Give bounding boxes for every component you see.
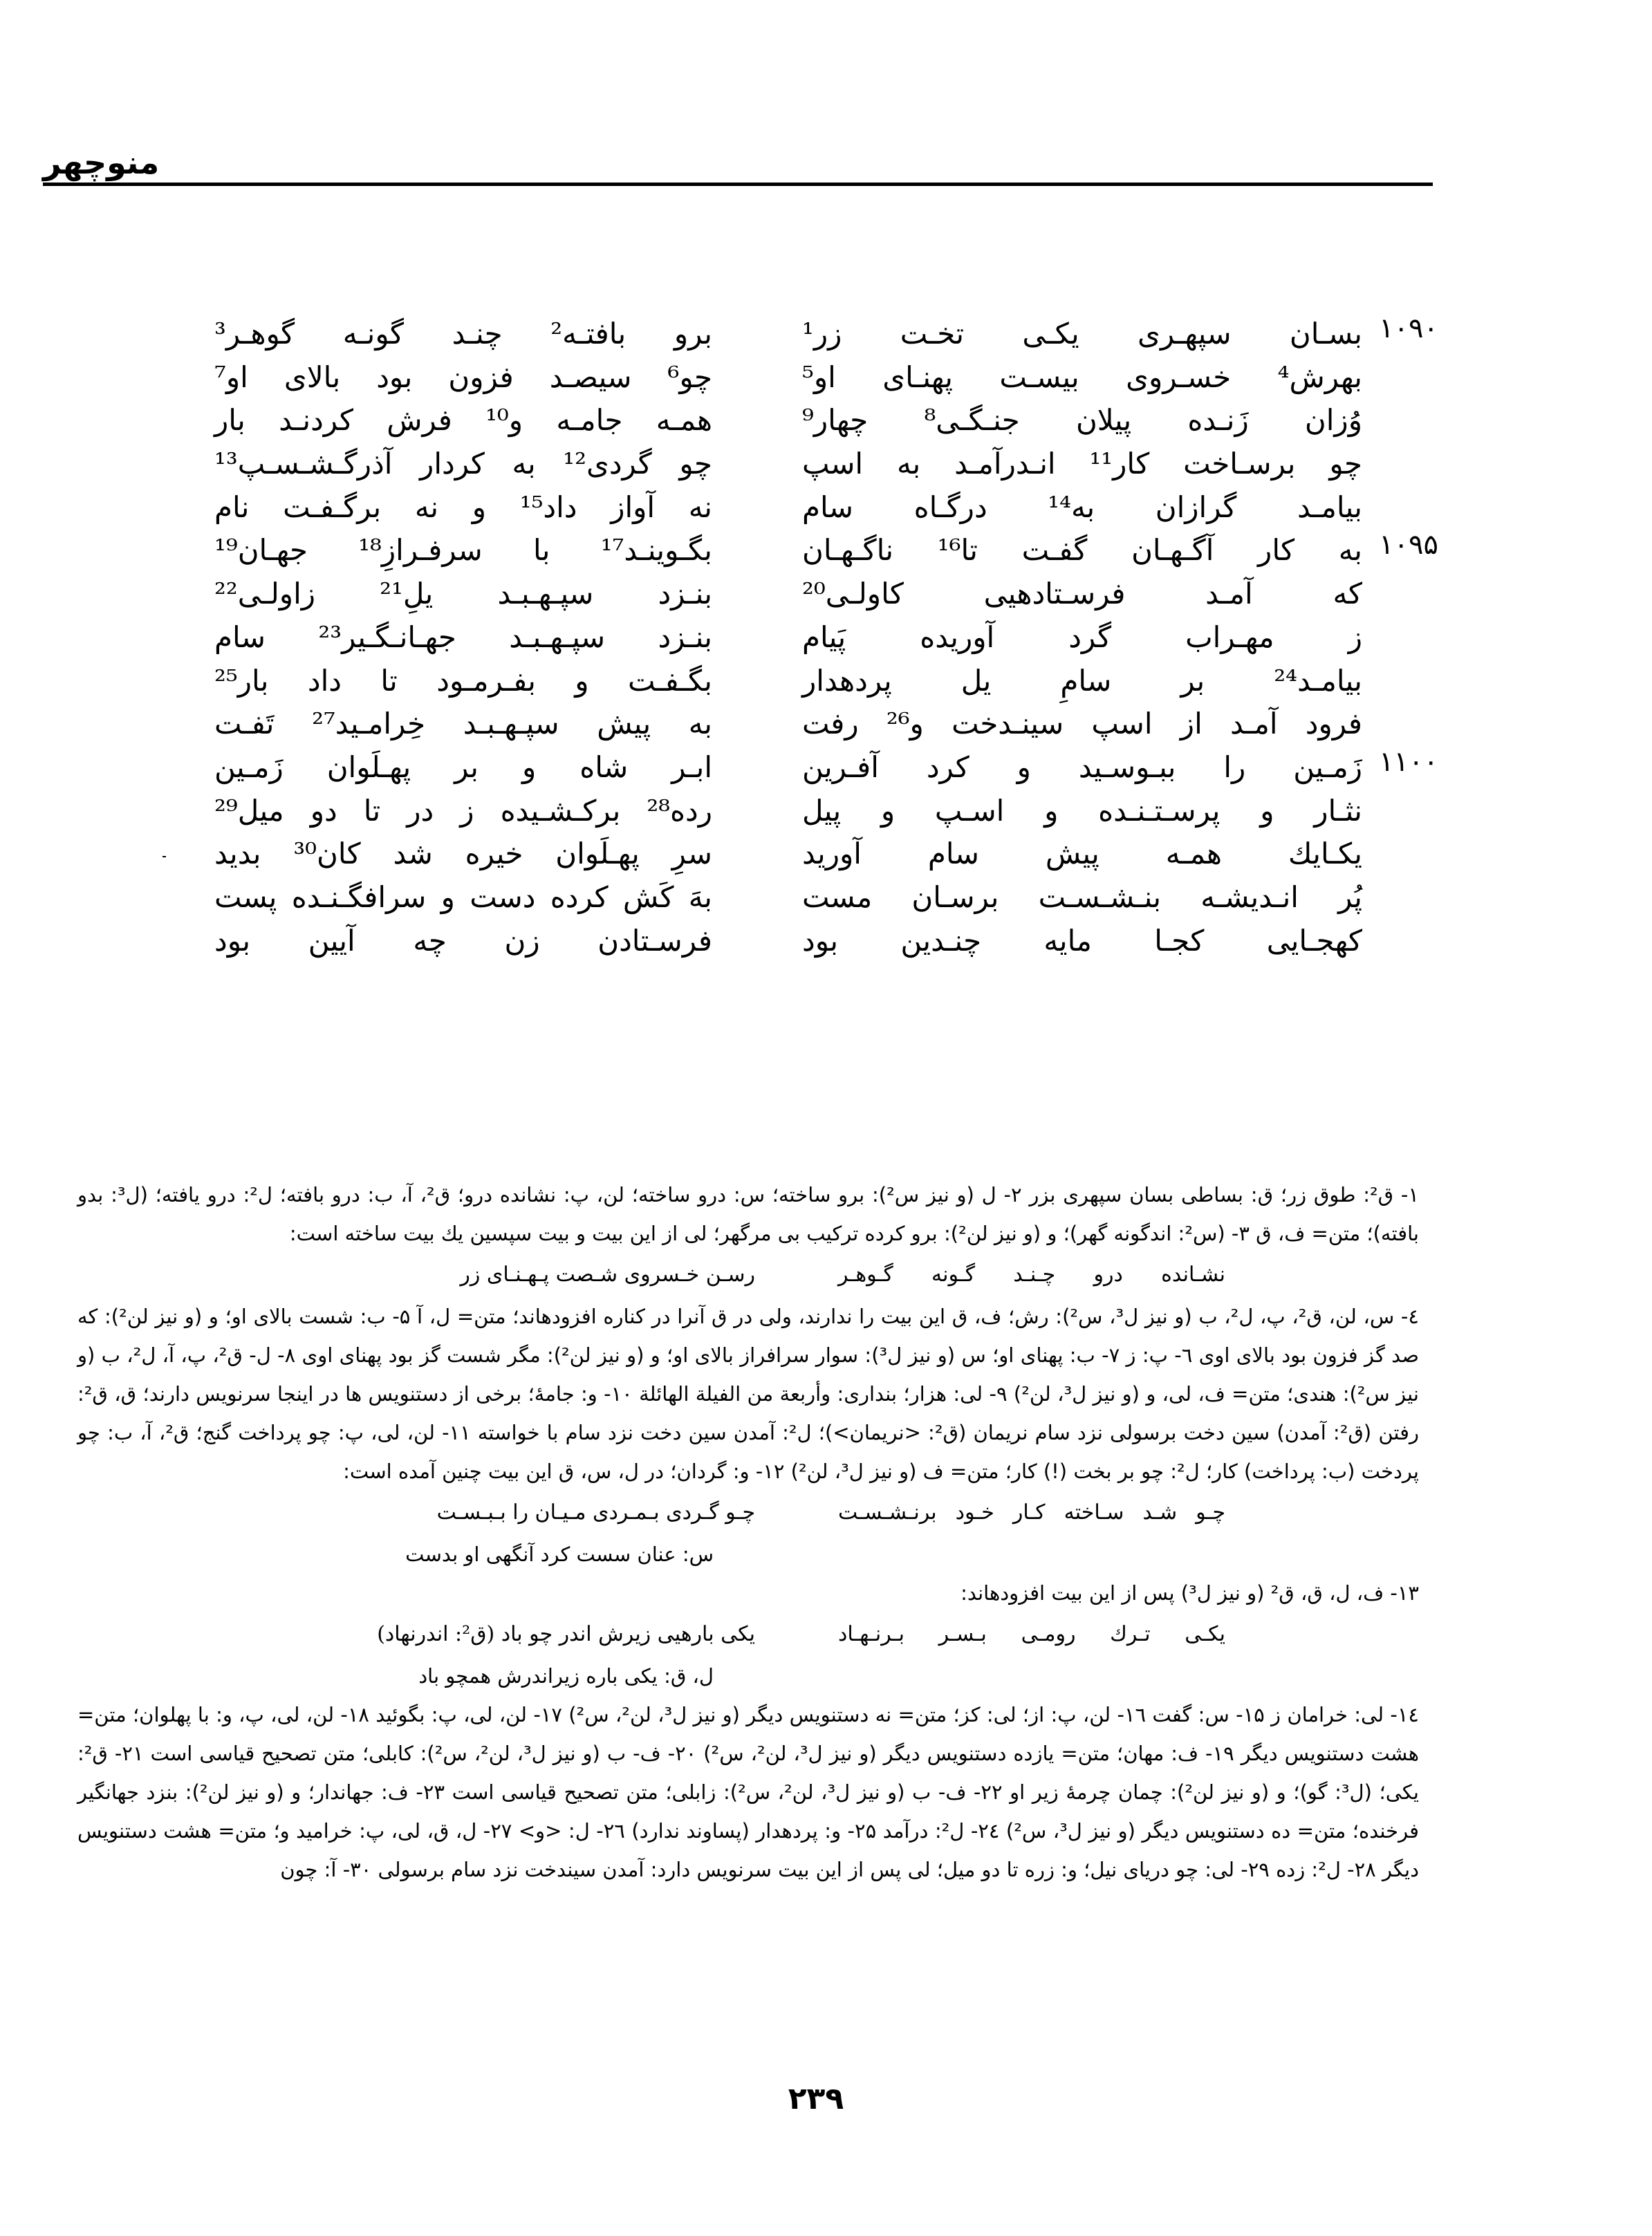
variant-verse <box>77 1256 1419 1294</box>
hemistich: رده²⁸ برکـشـیده ز در تا دو میل²⁹ <box>214 793 712 828</box>
variant-verse <box>77 1493 1419 1532</box>
hemistich: بگـفـت و بفـرمـود تا داد بار²⁵ <box>214 663 712 698</box>
variant-note: ل، ق: یکی باره زیراندرش همچو باد <box>418 1664 714 1688</box>
hemistich: ز مهـراب گرد آوریده پَیام <box>802 619 1362 654</box>
hemistich: چو برسـاخت کار¹¹ انـدرآمـد به اسپ <box>802 447 1362 481</box>
hemistich: بگـوینـد¹⁷ با سرفـرازِ¹⁸ جهـان¹⁹ <box>214 533 712 568</box>
hemistich: بسـان سپهـری یکـی تخـت زر¹ <box>802 317 1362 351</box>
hemistich: که آمـد فرسـتادهیی کاولـی²⁰ <box>802 577 1362 611</box>
variant-note: س: عنان سست کرد آنگهی او بدست <box>405 1543 714 1566</box>
hemistich: به کار آگـهـان گفـت تا¹⁶ ناگـهـان <box>802 533 1362 568</box>
hemistich: بهرش⁴ خسـروی بیسـت پهنـای او⁵ <box>802 360 1362 394</box>
variant-hemistich: چـو شـد سـاخته کـار خـود برنـشـسـت <box>838 1500 1225 1525</box>
variant-verse <box>77 1615 1419 1654</box>
hemistich: همـه جامـه و¹⁰ فرش کردنـد بار <box>214 403 712 438</box>
poem-column-right <box>802 313 1362 962</box>
hemistich: بنـزد سپـهـبـد جهـانـگـیر²³ سام <box>214 619 712 654</box>
poem-column-left <box>214 313 712 962</box>
footnotes <box>77 1175 1419 1889</box>
variant-hemistich: رسـن خـسروی شـصت پـهـنـای زر <box>460 1263 755 1287</box>
variant-hemistich: نشـانده درو چـنـد گـونه گـوهـر <box>838 1263 1225 1287</box>
hemistich: چو گردی¹² به کردار آذرگـشـسـپ¹³ <box>214 447 712 481</box>
page-number: ۲۳۹ <box>788 2081 844 2116</box>
hemistich: نه آواز داد¹⁵ و نه برگـفـت نام <box>214 490 713 524</box>
hemistich: فرسـتادن زن چه آیین بود <box>214 923 712 958</box>
footnote-paragraph: ۱- ق²: طوق زر؛ ق: بساطی بسان سپهری بزر ۲- ل (و نیز س²): برو ساخته؛ س: درو ساخته؛ لن، پ: نشانده درو؛ ق²، آ، ب: درو بافته؛ ل²: درو یافته؛ (ل³: بدو بافته)؛ متن= ف، ق ۳- (س²: اندگونه گهر)؛ و (و نیز لن²): برو کرده ترکیب بی مرگهر؛ لی از این بیت و بیت سپسین یك بیت ساخته است: <box>77 1183 1419 1245</box>
hemistich: ابـر شاه و بر پهـلَوان زَمـین <box>214 749 712 784</box>
hemistich: زَمـین را ببـوسـید و کرد آفـرین <box>802 749 1362 784</box>
variant-hemistich: یکی بارهیی زیرش اندر چو باد (ق²: اندرنهاد) <box>377 1622 755 1646</box>
header-rule <box>43 183 1433 186</box>
variant-hemistich: یکـی تـرك رومـی بـسـر بـرنـهـاد <box>838 1622 1225 1646</box>
footnote-paragraph: ۱۳- ف، ل، ق، ق² (و نیز ل³) پس از این بیت افزودهاند: <box>960 1581 1419 1605</box>
hemistich: چو⁶ سیصـد فزون بود بالای او⁷ <box>214 360 712 394</box>
hemistich: پُر انـدیشـه بنـشـسـت برسـان مست <box>802 879 1362 914</box>
hemistich: بهَ کَش کرده دست و سرافگـنـده پست <box>214 879 712 914</box>
hemistich: به پیش سپـهـبـد خِرامـید²⁷ تَفـت <box>214 707 712 741</box>
verse-number: ۱۰۹۰ <box>1379 313 1438 344</box>
hemistich: فرود آمـد از اسپ سینـدخت و²⁶ رفت <box>802 707 1362 741</box>
hemistich: بنـزد سپـهـبـد یلِ²¹ زاولـی²² <box>214 577 712 611</box>
footnote-paragraph: ۱٤- لی: خرامان ز ۱۵- س: گفت ۱٦- لن، پ: از؛ لی: کز؛ متن= نه دستنویس دیگر (و نیز ل³، لن²، س²) ۱۷- لن، لی، پ: بگوئید ۱۸- لن، لی، پ، و: با پهلوان؛ متن= هشت دستنویس دیگر ۱۹- ف: مهان؛ متن= یازده دستنویس دیگر (و نیز ل³، لن²، س²) ۲۰- ف- ب (و نیز ل³، لن²، س²): کابلی؛ متن تصحیح قیاسی است ۲۱- ق²: یکی؛ (ل³: گو)؛ و (و نیز لن²): چمان چرمهٔ زیر او ۲۲- ف- ب (و نیز ل³، لن²، س²): زابلی؛ متن تصحیح قیاسی است ۲۳- ف: جهاندار؛ و (و نیز لن²): بنزد جهانگیر فرخنده؛ متن= ده دستنویس دیگر (و نیز ل³، س²) ۲٤- ل²: درآمد ۲۵- و: پردهدار (پساوند ندارد) ۲٦- ل: <و> ۲۷- ل، ق، لی، پ: خرامید و؛ متن= هشت دستنویس دیگر ۲۸- ل²: زده ۲۹- لی: چو دریای نیل؛ و: زره تا دو میل؛ لی پس از این بیت سرنویس دارد: آمدن سیندخت نزد سام برسولی ۳۰- آ: چون <box>77 1703 1419 1881</box>
verse-number: ۱۰۹۵ <box>1379 529 1438 561</box>
hemistich: کهجـایی کجـا مایه چنـدین بود <box>802 923 1362 958</box>
hemistich: وُزان زَنـده پیلان جنـگـی⁸ چهار⁹ <box>802 403 1362 438</box>
running-title: منوچهر <box>43 144 160 181</box>
hemistich: بیامـد گرازان به¹⁴ درگـاه سام <box>802 490 1362 524</box>
hemistich: سرِ پهـلَوان خیره شد کان³⁰ بدید <box>214 837 712 871</box>
margin-mark <box>163 856 166 857</box>
verse-number: ۱۱۰۰ <box>1379 746 1438 778</box>
hemistich: برو بافتـه² چنـد گونـه گوهـر³ <box>214 317 712 351</box>
hemistich: بیامـد²⁴ بر سامِ یل پردهدار <box>802 663 1362 698</box>
hemistich: یکـایك همـه پیش سام آورید <box>802 837 1362 871</box>
hemistich: نثـار و پرسـتـنـده و اسـپ و پیل <box>802 793 1362 828</box>
variant-hemistich: چـو گـردی بـمـردی مـیـان را بـبـسـت <box>436 1500 755 1525</box>
footnote-paragraph: ٤- س، لن، ق²، پ، ل²، ب (و نیز ل³، س²): رش؛ ف، ق این بیت را ندارند، ولی در ق آنرا در کناره افزودهاند؛ متن= ل، آ ۵- ب: شست بالای او؛ و (و نیز لن²): که صد گز فزون بود بالای اوی ٦- پ: ز ۷- ب: پهنای او؛ س (و نیز ل³): سوار سرافراز بالای او؛ و (و نیز لن²): مگر شست گز بود پهنای اوی ۸- ل- ق²، پ، آ، ل²، ب (و نیز س²): هندی؛ متن= ف، لی، و (و نیز ل³، لن²) ۹- لی: هزار؛ بنداری: وأربعة من الفیلة الهائلة ۱۰- و: جامهٔ؛ برخی از دستنویس ها در اینجا سرنویس دارند؛ ق، ق²: رفتن (ق²: آمدن) سین دخت برسولی نزد سام نریمان (ق²: <نریمان>)؛ ل²: آمدن سین دخت نزد سام با خواسته ۱۱- لن، لی، پ: چو پرداخت گنج؛ ق²، آ، ب: چو پردخت (ب: پرداخت) کار؛ ل²: چو بر بخت (!) کار؛ متن= ف (و نیز ل³، لن²) ۱۲- و: گردان؛ در ل، س، ق این بیت چنین آمده است: <box>77 1305 1420 1483</box>
